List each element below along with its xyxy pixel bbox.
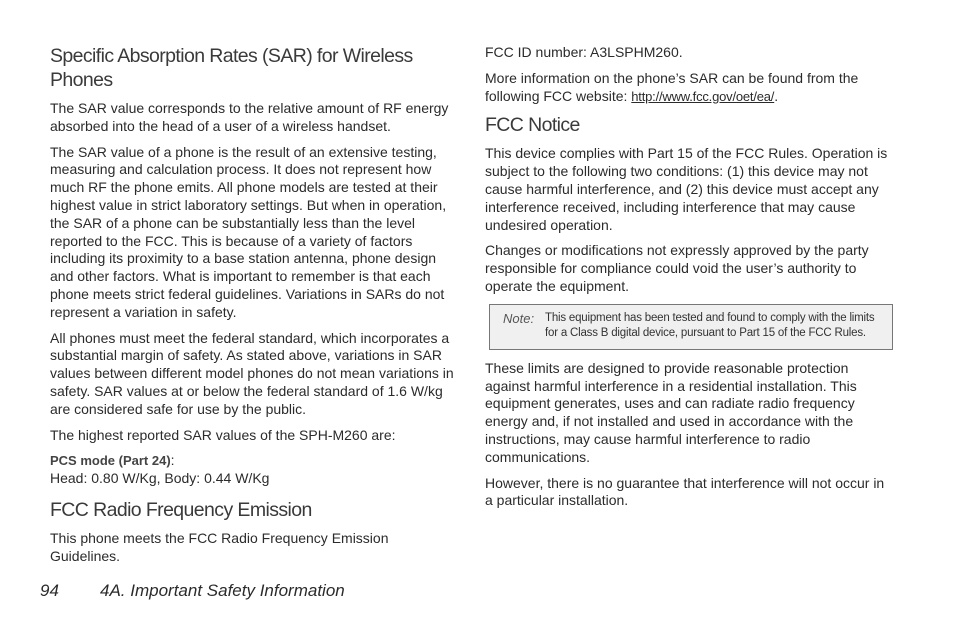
sar-heading: Specific Absorption Rates (SAR) for Wireless Phones [50,45,413,91]
notice-paragraph-2: Changes or modifications not expressly approved by the party responsible for compliance could void the user’s authority to operate the equipment. [485,242,869,294]
page-number: 94 [40,581,59,600]
sar-paragraph-1: The SAR value corresponds to the relative amount of RF energy absorbed into the head of a user of a wireless handset. [50,100,449,134]
fcc-notice-heading: FCC Notice [485,114,580,137]
more-info-paragraph [485,70,893,106]
sar-paragraph-3: All phones must meet the federal standard, which incorporates a substantial margin of safety. As stated above, variations in SAR values between different model phones do not mean variations in safety. SAR values at or below the federal standard of 1.6 W/kg are considered safe for use by the public. [50,329,454,417]
section-title: 4A. Important Safety Information [100,581,345,600]
notice-paragraph-1: This device complies with Part 15 of the FCC Rules. Operation is subject to the following two conditions: (1) this device may not cause harmful interference, and (2) this device must accept any interference received, including interference that may cause undesired operation. [485,145,888,233]
pcs-values: Head: 0.80 W/Kg, Body: 0.44 W/Kg [50,470,270,487]
sar-paragraph-2: The SAR value of a phone is the result of an extensive testing, measuring and calculation process. It does not represent how much RF the phone emits. All phone models are tested at their highest value in strict laboratory settings. But when in operation, the SAR of a phone can be substantially less than the level reported to the FCC. This is because of a variety of factors including its proximity to a base station antenna, phone design and other factors. What is important to remember is that each phone meets strict federal guidelines. Variations in SARs do not represent a variation in safety. [50,143,447,320]
note-text: This equipment has been tested and found to comply with the limits for a Class B digital device, pursuant to Part 15 of the FCC Rules. [545,311,875,340]
more-info-period: . [774,87,779,104]
note-box [489,304,893,350]
left-column [50,44,462,574]
rf-emission-heading: FCC Radio Frequency Emission [50,498,312,521]
right-column [485,44,893,518]
fcc-website-link[interactable]: http://www.fcc.gov/oet/ea/ [631,88,775,104]
page-footer [40,581,345,601]
note-label: Note: [503,310,535,326]
notice-paragraph-3: These limits are designed to provide reasonable protection against harmful interference in a residential installation. This equipment generates, uses and can radiate radio frequency energy and, if not installed and used in accordance with the instructions, may cause harmful interference to radio communications. [485,359,857,465]
more-info-text: More information on the phone’s SAR can be found from the following FCC website: [485,69,859,104]
rf-emission-paragraph: This phone meets the FCC Radio Frequency Emission Guidelines. [50,529,389,564]
pcs-block [50,452,462,488]
fcc-id: FCC ID number: A3LSPHM260. [485,44,683,60]
notice-paragraph-4: However, there is no guarantee that interference will not occur in a particular installation. [485,474,885,509]
pcs-colon: : [170,452,175,469]
pcs-label: PCS mode (Part 24) [50,453,171,469]
sar-paragraph-4: The highest reported SAR values of the SPH-M260 are: [50,426,396,443]
